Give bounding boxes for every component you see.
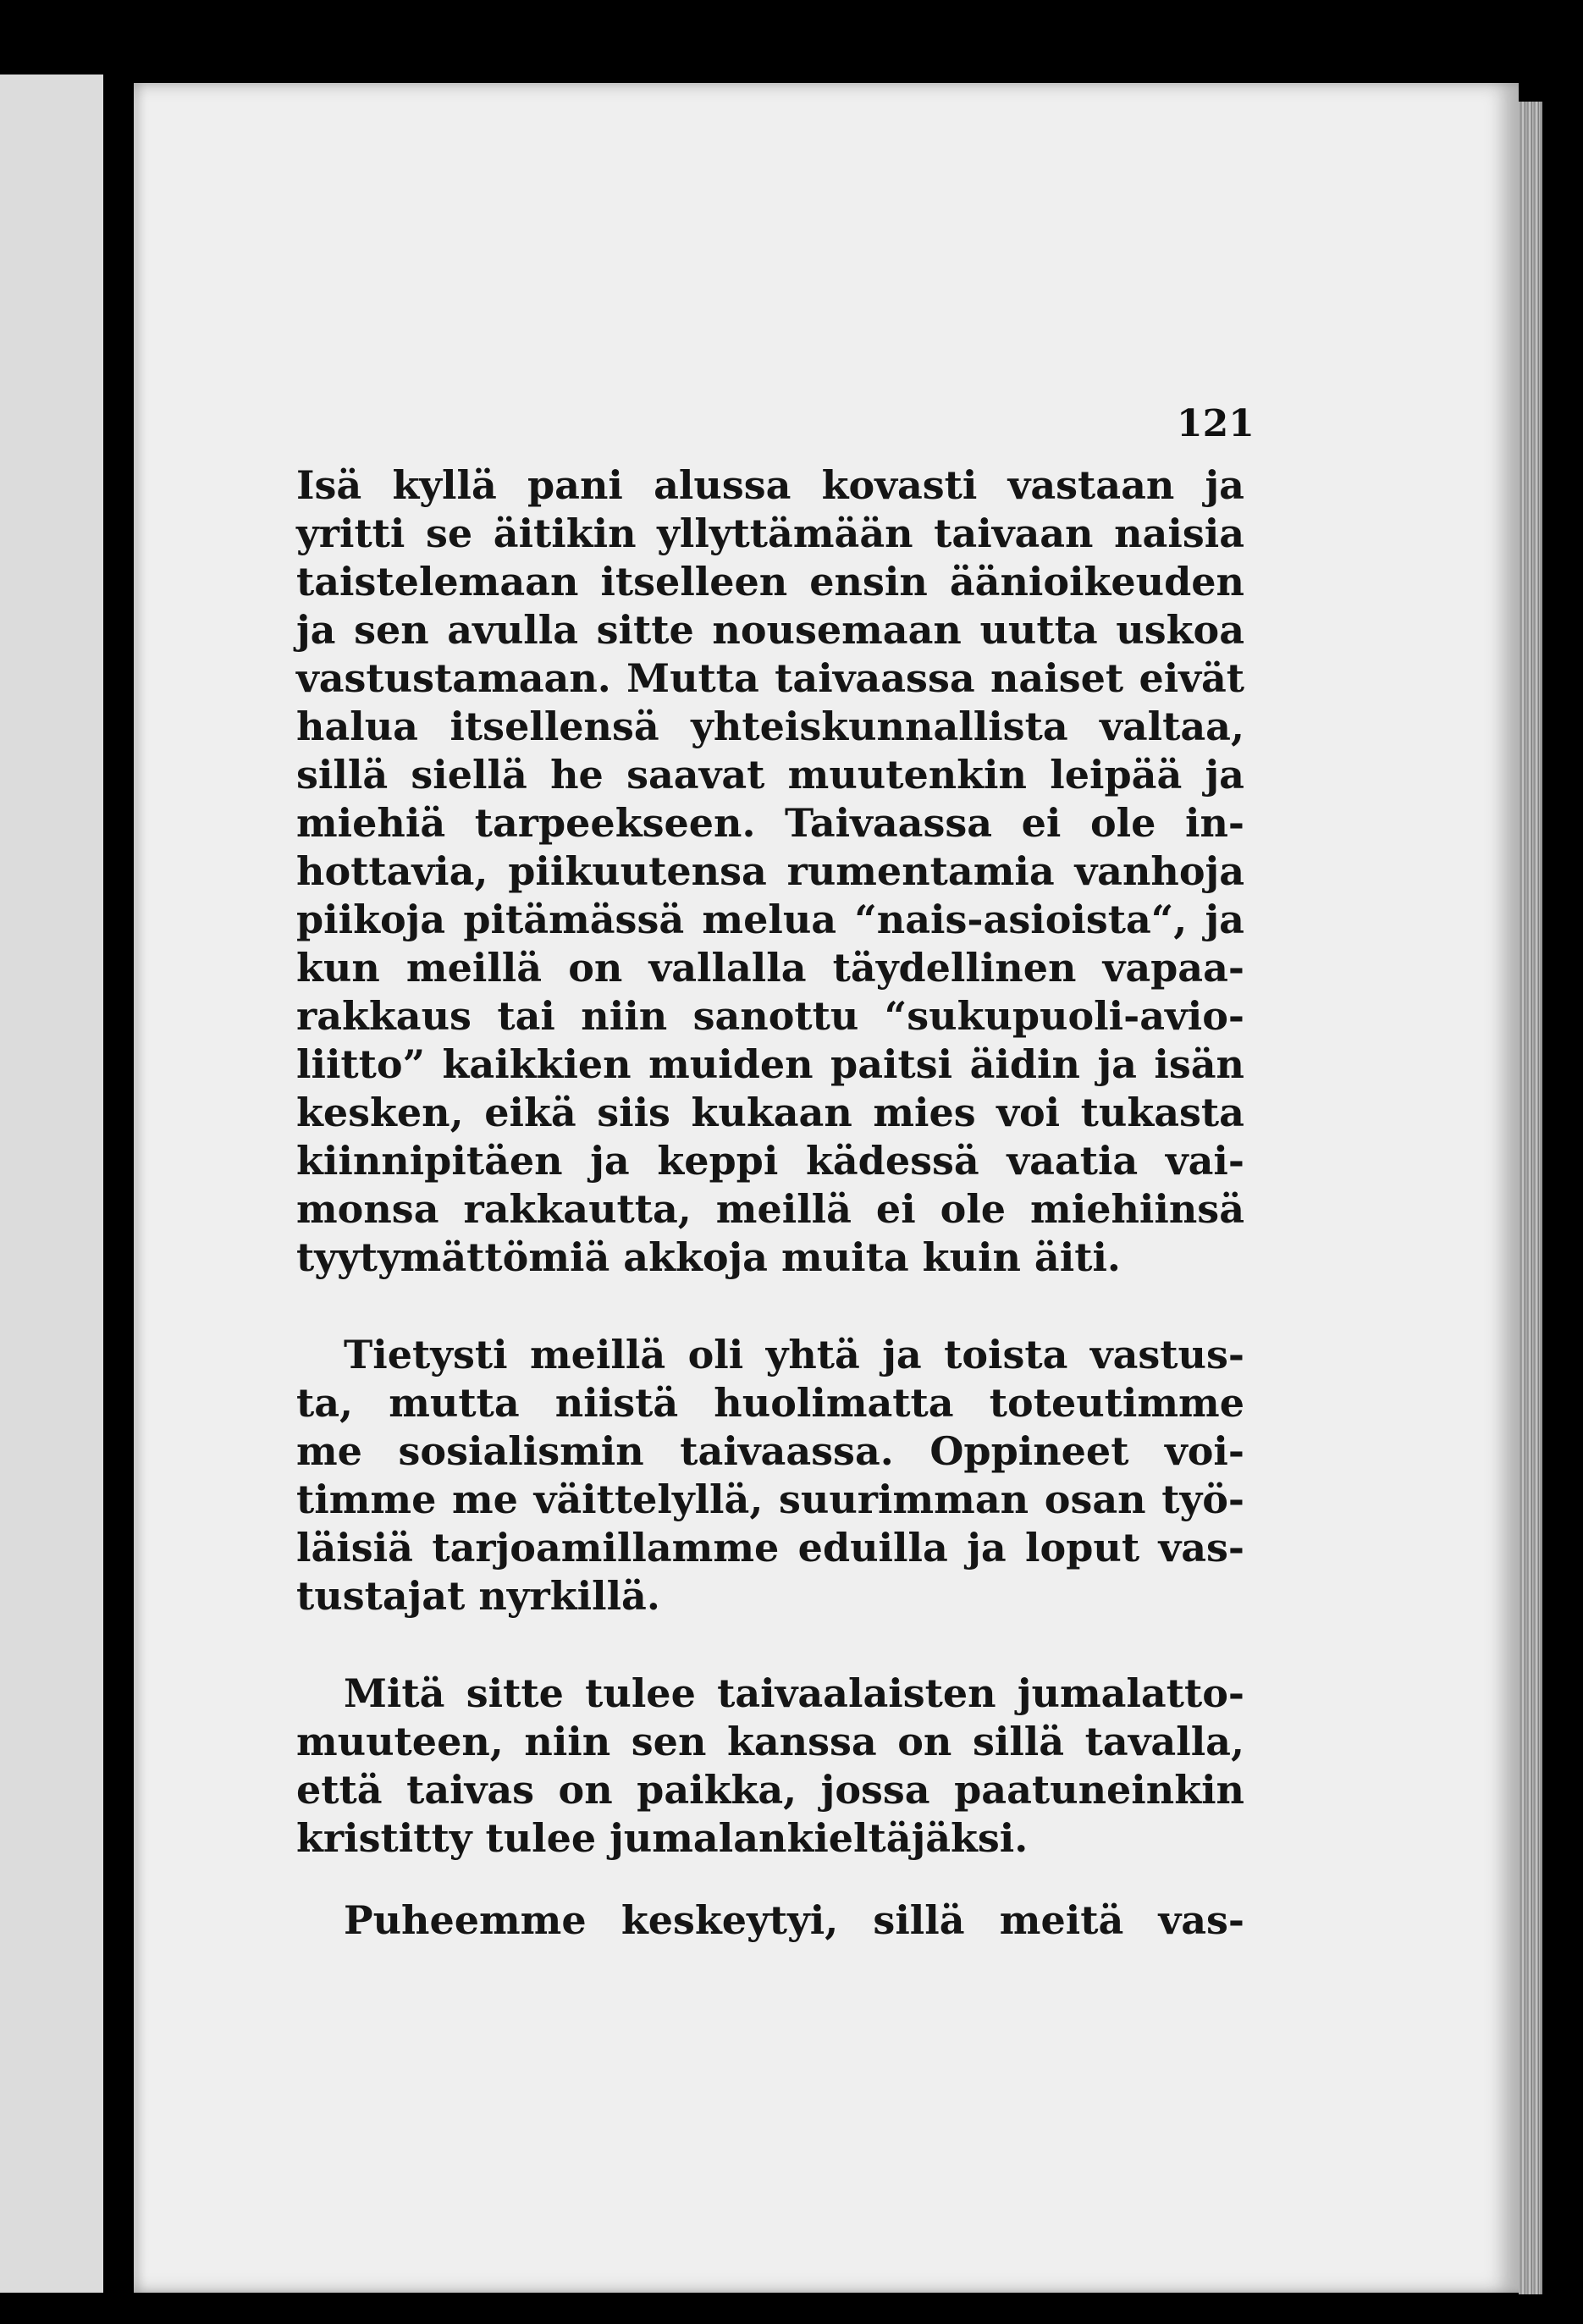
text-line: liitto” kaikkien muiden paitsi äidin ja isän [296, 1041, 1244, 1087]
text-line: kun meillä on vallalla täydellinen vapaa- [296, 945, 1244, 991]
text-line: timme me väittelyllä, suurimman osan työ- [296, 1477, 1244, 1522]
text-line: Isä kyllä pani alussa kovasti vastaan ja [296, 462, 1244, 508]
text-line: Puheemme keskeytyi, sillä meitä vas- [344, 1897, 1244, 1943]
text-line: kristitty tulee jumalankieltäjäksi. [296, 1815, 1029, 1861]
paragraph-2 [296, 1331, 1244, 1620]
page-number: 121 [1177, 402, 1255, 445]
text-line: miehiä tarpeekseen. Taivaassa ei ole in- [296, 800, 1244, 846]
text-line: halua itsellensä yhteiskunnallista valtaa, [296, 704, 1244, 749]
text-line: kiinnipitäen ja keppi kädessä vaatia vai- [296, 1138, 1244, 1184]
body-text [296, 461, 1244, 1945]
text-line: Mitä sitte tulee taivaalaisten jumalatto- [344, 1670, 1244, 1716]
text-line: tustajat nyrkillä. [296, 1573, 660, 1619]
text-line: yritti se äitikin yllyttämään taivaan naisia [296, 511, 1244, 556]
text-line: sillä siellä he saavat muutenkin leipää ja [296, 752, 1244, 798]
text-line: ta, mutta niistä huolimatta toteutimme [296, 1380, 1244, 1426]
text-line: kesken, eikä siis kukaan mies voi tukasta [296, 1090, 1244, 1135]
text-line: ja sen avulla sitte nousemaan uutta uskoa [296, 607, 1244, 653]
text-line: muuteen, niin sen kanssa on sillä tavalla, [296, 1719, 1244, 1764]
text-line: että taivas on paikka, jossa paatuneinkin [296, 1767, 1244, 1813]
text-line: rakkaus tai niin sanottu “sukupuoli-avio- [296, 993, 1244, 1039]
text-line: taistelemaan itselleen ensin äänioikeuden [296, 559, 1244, 604]
page-binding-edge [1519, 102, 1542, 2294]
text-line: me sosialismin taivaassa. Oppineet voi- [296, 1428, 1244, 1474]
text-line: monsa rakkautta, meillä ei ole miehiinsä [296, 1186, 1244, 1232]
text-line: läisiä tarjoamillamme eduilla ja loput vas- [296, 1525, 1244, 1570]
text-line: Tietysti meillä oli yhtä ja toista vastus- [344, 1332, 1244, 1377]
text-line: vastustamaan. Mutta taivaassa naiset eivät [296, 655, 1244, 701]
text-line: piikoja pitämässä melua “nais-asioista“, ja [296, 897, 1244, 942]
paragraph-4 [296, 1896, 1244, 1945]
text-line: tyytymättömiä akkoja muita kuin äiti. [296, 1234, 1121, 1280]
adjacent-page-edge [0, 75, 103, 2293]
paragraph-1 [296, 461, 1244, 1282]
text-line: hottavia, piikuutensa rumentamia vanhoja [296, 848, 1244, 894]
paragraph-3 [296, 1670, 1244, 1863]
